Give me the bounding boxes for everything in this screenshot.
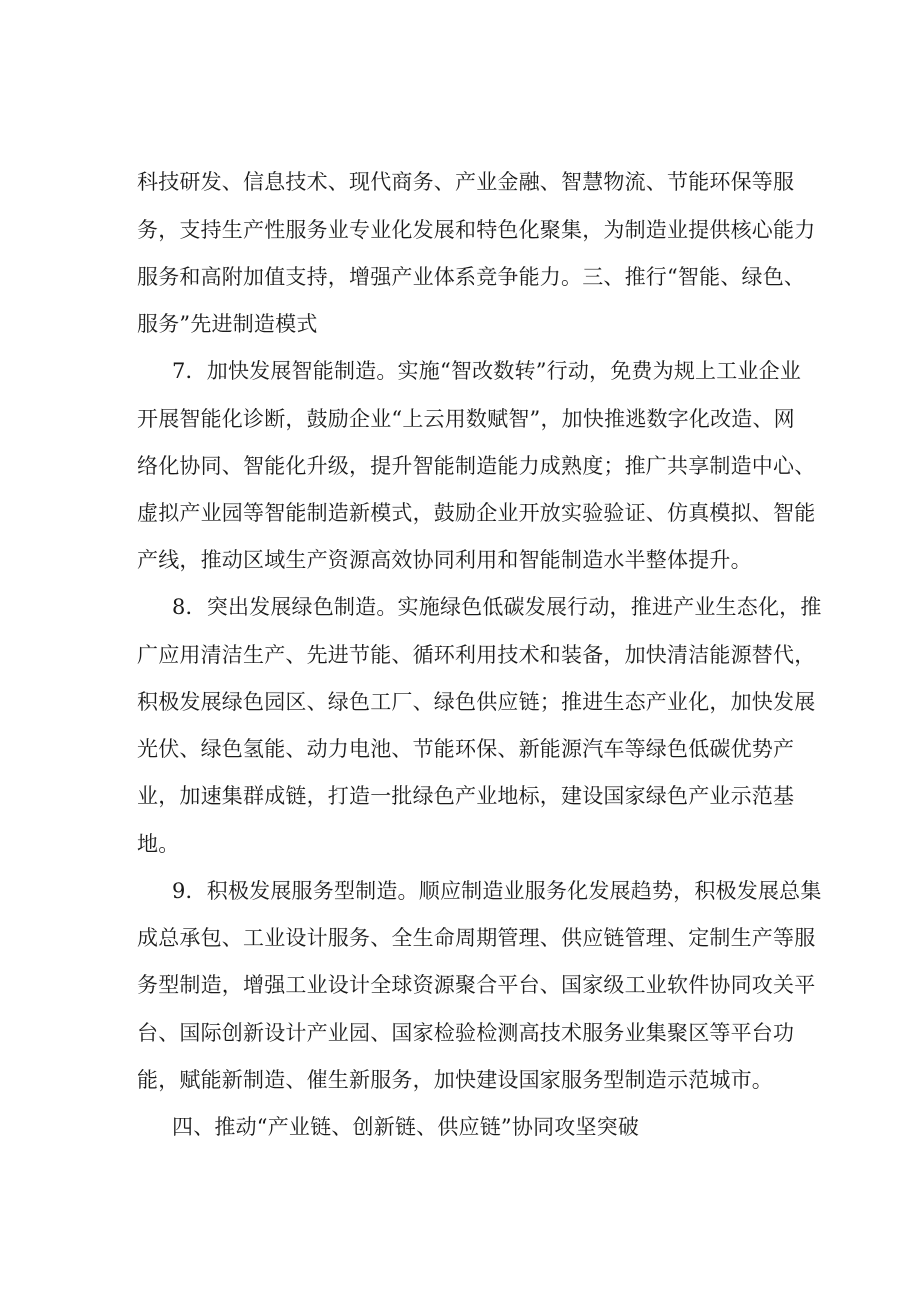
paragraph-3-line-4: 光伏、绿色氢能、动力电池、节能环保、新能源汽车等绿色低碳优势产 xyxy=(137,737,795,761)
paragraph-3-line-1: 8．突出发展绿色制造。实施绿色低碳发展行动，推进产业生态化，推 xyxy=(172,595,822,619)
paragraph-3-line-3: 积极发展绿色园区、绿色工厂、绿色供应链；推进生态产业化，加快发展 xyxy=(137,690,816,714)
paragraph-4-line-3: 务型制造，增强工业设计全球资源聚合平台、国家级工业软件协同攻关平 xyxy=(137,973,816,997)
paragraph-4-line-1: 9．积极发展服务型制造。顺应制造业服务化发展趋势，积极发展总集 xyxy=(172,879,822,903)
paragraph-1-line-4: 服务”先进制造模式 xyxy=(137,312,318,336)
paragraph-2-line-1: 7．加快发展智能制造。实施“智改数转”行动，免费为规上工业企业 xyxy=(172,359,802,383)
paragraph-1-line-3: 服务和高附加值支持，增强产业体系竞争能力。三、推行“智能、绿色、 xyxy=(137,265,806,289)
paragraph-1-line-1: 科技研发、信息技术、现代商务、产业金融、智慧物流、节能环保等服 xyxy=(137,170,795,194)
paragraph-3-line-2: 广应用清洁生产、先进节能、循环利用技术和装备，加快清洁能源替代， xyxy=(137,643,816,667)
paragraph-3-line-5: 业，加速集群成链，打造一批绿色产业地标，建设国家绿色产业示范基 xyxy=(137,784,795,808)
paragraph-2-line-3: 络化协同、智能化升级，提升智能制造能力成熟度；推广共享制造中心、 xyxy=(137,454,816,478)
section-heading: 四、推动“产业链、创新链、供应链”协同攻坚突破 xyxy=(172,1115,640,1139)
paragraph-2-line-5: 产线，推动区域生产资源高效协同利用和智能制造水半整体提升。 xyxy=(137,548,752,572)
paragraph-2-line-4: 虚拟产业园等智能制造新模式，鼓励企业开放实验验证、仿真模拟、智能 xyxy=(137,501,816,525)
paragraph-3-line-6: 地。 xyxy=(137,832,180,856)
paragraph-4-line-2: 成总承包、工业设计服务、全生命周期管理、供应链管理、定制生产等服 xyxy=(137,926,816,950)
paragraph-1-line-2: 务，支持生产性服务业专业化发展和特色化聚集，为制造业提供核心能力 xyxy=(137,218,816,242)
paragraph-2-line-2: 开展智能化诊断，鼓励企业“上云用数赋智”，加快推逃数字化改造、网 xyxy=(137,407,795,431)
paragraph-4-line-4: 台、国际创新设计产业园、国家检验检测高技术服务业集聚区等平台功 xyxy=(137,1021,795,1045)
paragraph-4-line-5: 能，赋能新制造、催生新服务，加快建设国家服务型制造示范城市。 xyxy=(137,1068,773,1092)
